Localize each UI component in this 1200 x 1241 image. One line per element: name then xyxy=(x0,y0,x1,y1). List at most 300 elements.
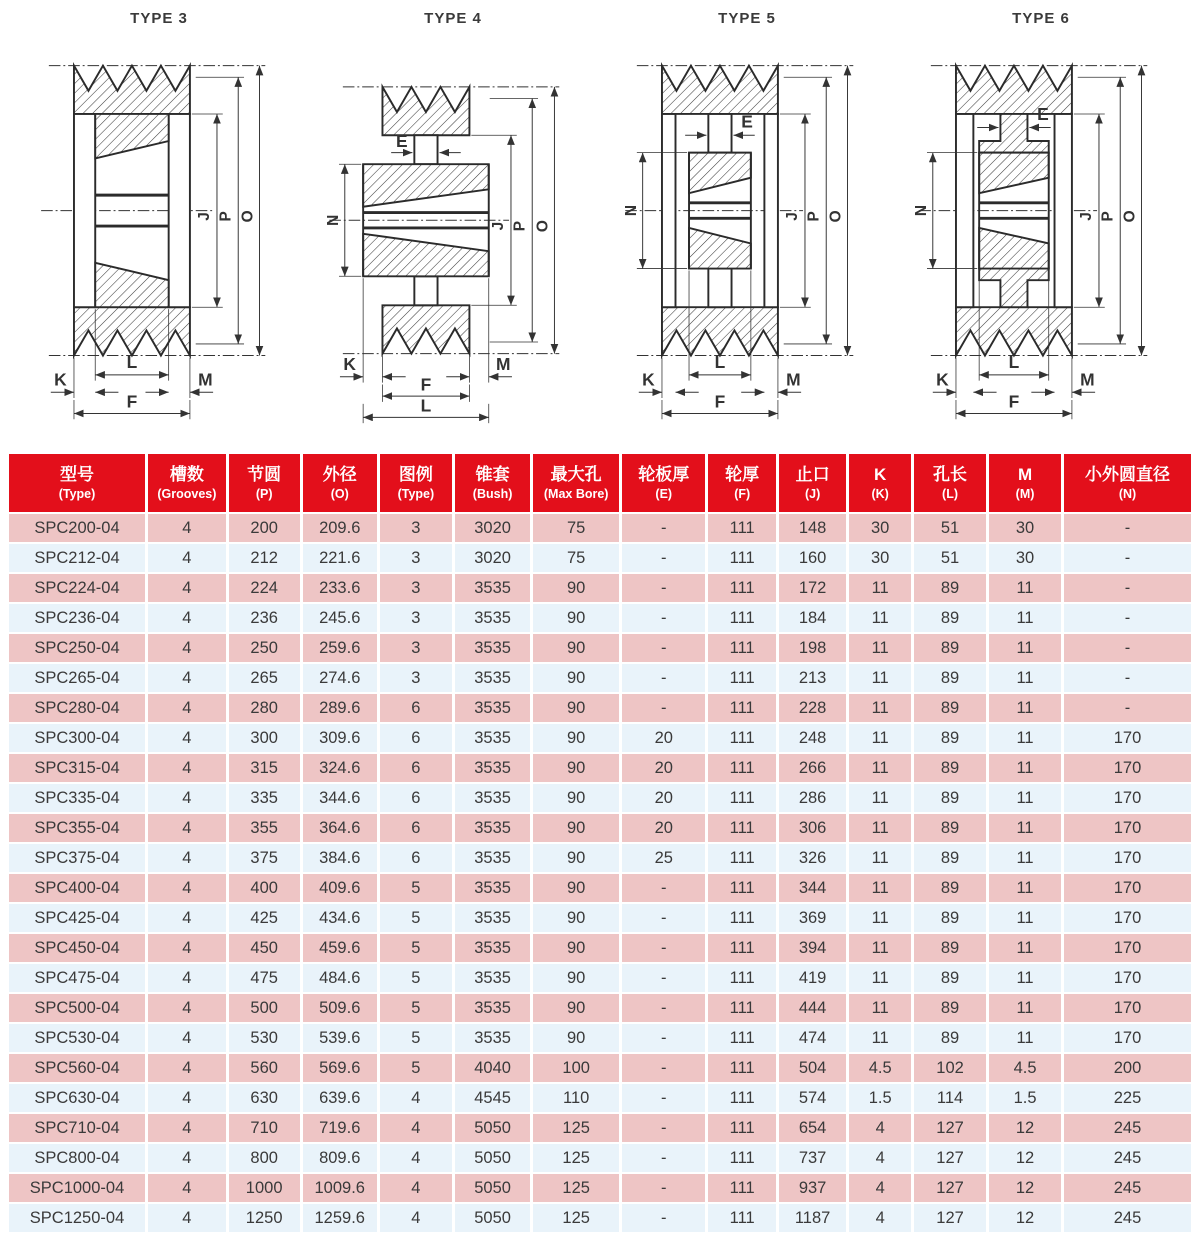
table-cell: 90 xyxy=(533,874,619,902)
table-cell: 111 xyxy=(708,1114,775,1142)
table-cell: 5 xyxy=(380,874,452,902)
table-cell: 30 xyxy=(989,544,1061,572)
dim-label-m: M xyxy=(496,354,511,375)
dim-label-f: F xyxy=(126,391,138,412)
table-cell: 170 xyxy=(1064,784,1191,812)
table-cell: 170 xyxy=(1064,874,1191,902)
table-cell: 212 xyxy=(229,544,300,572)
table-cell: 90 xyxy=(533,694,619,722)
table-cell: 224 xyxy=(229,574,300,602)
table-cell: 419 xyxy=(779,964,846,992)
table-row xyxy=(9,844,1191,872)
table-cell: 737 xyxy=(779,1144,846,1172)
table-cell: 236 xyxy=(229,604,300,632)
pulley-drawing-type-6 xyxy=(898,27,1184,428)
table-row xyxy=(9,634,1191,662)
dim-label-f: F xyxy=(420,374,432,395)
dim-label-j: J xyxy=(196,212,214,221)
table-cell: 11 xyxy=(849,604,911,632)
table-cell: 630 xyxy=(229,1084,300,1112)
table-cell: 111 xyxy=(708,724,775,752)
table-cell: 3535 xyxy=(455,694,530,722)
table-cell: 12 xyxy=(989,1144,1061,1172)
table-cell: 504 xyxy=(779,1054,846,1082)
table-cell: 5050 xyxy=(455,1174,530,1202)
table-cell: 11 xyxy=(989,964,1061,992)
table-cell: SPC300-04 xyxy=(9,724,145,752)
table-cell: 114 xyxy=(914,1084,986,1112)
pulley-drawing-type-5 xyxy=(604,27,890,428)
table-cell: SPC250-04 xyxy=(9,634,145,662)
column-header-4: 图例 (Type) xyxy=(380,454,452,512)
table-cell: 11 xyxy=(989,694,1061,722)
table-cell: SPC475-04 xyxy=(9,964,145,992)
table-row xyxy=(9,664,1191,692)
table-cell: - xyxy=(622,994,705,1022)
table-cell: 3535 xyxy=(455,754,530,782)
table-cell: 344 xyxy=(779,874,846,902)
table-cell: 170 xyxy=(1064,814,1191,842)
table-cell: SPC450-04 xyxy=(9,934,145,962)
table-cell: 4 xyxy=(148,694,226,722)
table-cell: 4 xyxy=(380,1084,452,1112)
diagram-title: TYPE 3 xyxy=(130,10,188,27)
table-cell: 111 xyxy=(708,904,775,932)
table-cell: 11 xyxy=(849,844,911,872)
table-cell: 11 xyxy=(849,784,911,812)
table-row xyxy=(9,604,1191,632)
table-cell: 4 xyxy=(380,1204,452,1232)
table-cell: 5050 xyxy=(455,1114,530,1142)
table-row xyxy=(9,1024,1191,1052)
table-cell: 90 xyxy=(533,844,619,872)
table-row xyxy=(9,904,1191,932)
table-cell: SPC560-04 xyxy=(9,1054,145,1082)
table-cell: 3020 xyxy=(455,544,530,572)
diagram-type-4 xyxy=(310,4,596,450)
table-row xyxy=(9,874,1191,902)
table-cell: 274.6 xyxy=(303,664,377,692)
table-cell: 1009.6 xyxy=(303,1174,377,1202)
table-cell: 170 xyxy=(1064,1024,1191,1052)
table-cell: 259.6 xyxy=(303,634,377,662)
table-cell: 170 xyxy=(1064,844,1191,872)
table-cell: 111 xyxy=(708,694,775,722)
table-cell: 127 xyxy=(914,1174,986,1202)
table-cell: 1000 xyxy=(229,1174,300,1202)
table-cell: - xyxy=(622,544,705,572)
table-cell: 4.5 xyxy=(849,1054,911,1082)
table-cell: 3535 xyxy=(455,874,530,902)
table-cell: 11 xyxy=(989,664,1061,692)
table-cell: 560 xyxy=(229,1054,300,1082)
table-cell: SPC1250-04 xyxy=(9,1204,145,1232)
table-cell: 11 xyxy=(849,694,911,722)
table-cell: - xyxy=(622,514,705,542)
table-cell: 4 xyxy=(148,964,226,992)
table-cell: 89 xyxy=(914,634,986,662)
table-cell: 639.6 xyxy=(303,1084,377,1112)
diagram-title: TYPE 5 xyxy=(718,10,776,27)
table-cell: 4545 xyxy=(455,1084,530,1112)
table-cell: - xyxy=(622,1024,705,1052)
column-header-13: 小外圆直径 (N) xyxy=(1064,454,1191,512)
pulley-drawing-type-3 xyxy=(16,27,302,428)
table-cell: 11 xyxy=(849,874,911,902)
table-cell: - xyxy=(1064,544,1191,572)
dim-label-k: K xyxy=(54,369,67,390)
table-cell: - xyxy=(622,1114,705,1142)
table-cell: 170 xyxy=(1064,724,1191,752)
column-header-8: 轮厚 (F) xyxy=(708,454,775,512)
dim-label-k: K xyxy=(343,354,356,375)
table-cell: 3 xyxy=(380,544,452,572)
table-cell: 11 xyxy=(849,964,911,992)
table-cell: 11 xyxy=(849,1024,911,1052)
table-cell: 11 xyxy=(849,904,911,932)
table-cell: 20 xyxy=(622,724,705,752)
table-cell: 170 xyxy=(1064,964,1191,992)
table-cell: 4 xyxy=(148,544,226,572)
table-row xyxy=(9,964,1191,992)
table-cell: 266 xyxy=(779,754,846,782)
table-cell: 309.6 xyxy=(303,724,377,752)
table-row xyxy=(9,724,1191,752)
table-cell: 569.6 xyxy=(303,1054,377,1082)
table-cell: 4 xyxy=(849,1174,911,1202)
table-cell: SPC265-04 xyxy=(9,664,145,692)
table-row xyxy=(9,934,1191,962)
table-cell: 6 xyxy=(380,694,452,722)
table-row xyxy=(9,694,1191,722)
spec-table xyxy=(6,452,1194,1234)
table-cell: 384.6 xyxy=(303,844,377,872)
table-cell: SPC1000-04 xyxy=(9,1174,145,1202)
table-cell: 394 xyxy=(779,934,846,962)
table-cell: 111 xyxy=(708,934,775,962)
table-cell: 89 xyxy=(914,724,986,752)
table-cell: - xyxy=(622,1054,705,1082)
table-cell: 250 xyxy=(229,634,300,662)
table-cell: 51 xyxy=(914,514,986,542)
table-cell: 5050 xyxy=(455,1144,530,1172)
table-cell: 90 xyxy=(533,1024,619,1052)
table-cell: 3535 xyxy=(455,1024,530,1052)
table-cell: 233.6 xyxy=(303,574,377,602)
table-cell: 89 xyxy=(914,664,986,692)
table-cell: 89 xyxy=(914,754,986,782)
table-cell: 184 xyxy=(779,604,846,632)
table-cell: 324.6 xyxy=(303,754,377,782)
table-cell: 710 xyxy=(229,1114,300,1142)
table-cell: 4 xyxy=(380,1114,452,1142)
table-cell: 4 xyxy=(849,1114,911,1142)
column-header-9: 止口 (J) xyxy=(779,454,846,512)
table-cell: 90 xyxy=(533,814,619,842)
table-cell: 4 xyxy=(148,724,226,752)
table-cell: 245 xyxy=(1064,1144,1191,1172)
diagram-type-5 xyxy=(604,4,890,450)
table-cell: 4 xyxy=(148,1204,226,1232)
table-cell: SPC355-04 xyxy=(9,814,145,842)
table-cell: 11 xyxy=(849,664,911,692)
table-cell: 245 xyxy=(1064,1204,1191,1232)
dim-label-n: N xyxy=(913,205,931,217)
diagram-type-6 xyxy=(898,4,1184,450)
table-cell: 937 xyxy=(779,1174,846,1202)
table-cell: 11 xyxy=(989,994,1061,1022)
table-cell: 4 xyxy=(849,1144,911,1172)
table-cell: - xyxy=(1064,604,1191,632)
table-cell: 1.5 xyxy=(849,1084,911,1112)
table-cell: 574 xyxy=(779,1084,846,1112)
table-cell: 221.6 xyxy=(303,544,377,572)
table-cell: 459.6 xyxy=(303,934,377,962)
table-cell: 474 xyxy=(779,1024,846,1052)
table-cell: 3535 xyxy=(455,634,530,662)
table-cell: 125 xyxy=(533,1204,619,1232)
table-cell: 4 xyxy=(148,634,226,662)
table-cell: 12 xyxy=(989,1114,1061,1142)
table-cell: 4 xyxy=(148,1084,226,1112)
dim-label-m: M xyxy=(786,369,801,390)
table-cell: 3535 xyxy=(455,844,530,872)
table-row xyxy=(9,784,1191,812)
table-cell: - xyxy=(1064,694,1191,722)
table-cell: 4 xyxy=(148,904,226,932)
table-cell: - xyxy=(622,604,705,632)
table-cell: 4 xyxy=(148,844,226,872)
table-cell: 5 xyxy=(380,934,452,962)
table-cell: 265 xyxy=(229,664,300,692)
dim-label-j: J xyxy=(1078,212,1096,221)
table-cell: 20 xyxy=(622,814,705,842)
table-cell: 11 xyxy=(989,724,1061,752)
column-header-10: K (K) xyxy=(849,454,911,512)
table-cell: 111 xyxy=(708,1174,775,1202)
table-cell: 11 xyxy=(849,574,911,602)
table-cell: 111 xyxy=(708,634,775,662)
dim-label-f: F xyxy=(714,391,726,412)
table-cell: 300 xyxy=(229,724,300,752)
dim-label-p: P xyxy=(1099,211,1117,222)
table-cell: 6 xyxy=(380,784,452,812)
table-cell: 3535 xyxy=(455,934,530,962)
table-cell: 4 xyxy=(148,814,226,842)
table-cell: 228 xyxy=(779,694,846,722)
dim-label-p: P xyxy=(217,211,235,222)
table-cell: 3535 xyxy=(455,604,530,632)
table-cell: 20 xyxy=(622,754,705,782)
dim-label-n: N xyxy=(325,214,343,226)
table-cell: 111 xyxy=(708,574,775,602)
diagram-section xyxy=(0,0,1200,450)
table-cell: 3 xyxy=(380,514,452,542)
table-cell: 170 xyxy=(1064,934,1191,962)
table-cell: 3 xyxy=(380,604,452,632)
dim-label-j: J xyxy=(784,212,802,221)
table-cell: 11 xyxy=(989,904,1061,932)
table-cell: 11 xyxy=(989,754,1061,782)
table-cell: 1.5 xyxy=(989,1084,1061,1112)
diagram-title: TYPE 4 xyxy=(424,10,482,27)
table-cell: 4 xyxy=(148,1144,226,1172)
table-cell: 3 xyxy=(380,664,452,692)
table-cell: 286 xyxy=(779,784,846,812)
table-cell: SPC375-04 xyxy=(9,844,145,872)
column-header-3: 外径 (O) xyxy=(303,454,377,512)
table-cell: 102 xyxy=(914,1054,986,1082)
table-cell: 315 xyxy=(229,754,300,782)
table-cell: 4 xyxy=(148,754,226,782)
table-cell: 444 xyxy=(779,994,846,1022)
table-cell: 375 xyxy=(229,844,300,872)
table-cell: 127 xyxy=(914,1114,986,1142)
table-cell: 5050 xyxy=(455,1204,530,1232)
table-cell: 3535 xyxy=(455,814,530,842)
table-cell: 25 xyxy=(622,844,705,872)
table-cell: 11 xyxy=(989,934,1061,962)
table-cell: SPC200-04 xyxy=(9,514,145,542)
table-cell: 3535 xyxy=(455,904,530,932)
dim-label-n: N xyxy=(622,205,640,217)
table-cell: 89 xyxy=(914,934,986,962)
table-cell: 530 xyxy=(229,1024,300,1052)
table-cell: SPC425-04 xyxy=(9,904,145,932)
table-cell: 111 xyxy=(708,1204,775,1232)
table-cell: 4 xyxy=(148,1024,226,1052)
table-row xyxy=(9,1084,1191,1112)
table-cell: 90 xyxy=(533,904,619,932)
table-cell: 6 xyxy=(380,724,452,752)
table-cell: 4 xyxy=(148,784,226,812)
table-cell: SPC800-04 xyxy=(9,1144,145,1172)
table-cell: - xyxy=(1064,634,1191,662)
table-cell: 450 xyxy=(229,934,300,962)
table-cell: 90 xyxy=(533,664,619,692)
table-cell: 200 xyxy=(1064,1054,1191,1082)
table-cell: 110 xyxy=(533,1084,619,1112)
table-cell: SPC400-04 xyxy=(9,874,145,902)
table-cell: SPC530-04 xyxy=(9,1024,145,1052)
table-cell: 4 xyxy=(849,1204,911,1232)
table-cell: 800 xyxy=(229,1144,300,1172)
table-cell: 509.6 xyxy=(303,994,377,1022)
table-cell: 248 xyxy=(779,724,846,752)
dim-label-l: L xyxy=(1008,352,1020,373)
table-cell: 11 xyxy=(849,634,911,662)
table-row xyxy=(9,544,1191,572)
table-cell: 280 xyxy=(229,694,300,722)
table-cell: 111 xyxy=(708,1084,775,1112)
diagram-type-3 xyxy=(16,4,302,450)
table-header-row xyxy=(9,454,1191,512)
table-cell: 11 xyxy=(849,934,911,962)
table-cell: - xyxy=(622,964,705,992)
table-cell: 90 xyxy=(533,724,619,752)
table-cell: 75 xyxy=(533,544,619,572)
table-cell: 11 xyxy=(849,994,911,1022)
table-cell: 400 xyxy=(229,874,300,902)
table-cell: 111 xyxy=(708,844,775,872)
table-cell: 125 xyxy=(533,1114,619,1142)
table-cell: 484.6 xyxy=(303,964,377,992)
table-cell: 3535 xyxy=(455,784,530,812)
table-cell: 539.6 xyxy=(303,1024,377,1052)
table-cell: 425 xyxy=(229,904,300,932)
table-cell: 89 xyxy=(914,574,986,602)
table-cell: 75 xyxy=(533,514,619,542)
table-cell: - xyxy=(622,1144,705,1172)
table-cell: 111 xyxy=(708,1144,775,1172)
table-cell: 89 xyxy=(914,874,986,902)
table-cell: 4 xyxy=(148,514,226,542)
table-row xyxy=(9,514,1191,542)
table-cell: 100 xyxy=(533,1054,619,1082)
table-cell: 51 xyxy=(914,544,986,572)
table-cell: - xyxy=(622,664,705,692)
table-cell: 4 xyxy=(380,1144,452,1172)
table-cell: 369 xyxy=(779,904,846,932)
table-cell: - xyxy=(622,1204,705,1232)
table-cell: 20 xyxy=(622,784,705,812)
dim-label-o: O xyxy=(1121,210,1139,223)
dim-label-l: L xyxy=(420,395,432,416)
table-cell: 127 xyxy=(914,1144,986,1172)
column-header-2: 节圆 (P) xyxy=(229,454,300,512)
table-cell: 89 xyxy=(914,844,986,872)
table-cell: - xyxy=(622,574,705,602)
table-cell: 364.6 xyxy=(303,814,377,842)
table-cell: - xyxy=(622,694,705,722)
table-row xyxy=(9,754,1191,782)
table-cell: - xyxy=(1064,514,1191,542)
table-cell: 4 xyxy=(148,664,226,692)
table-cell: 3535 xyxy=(455,664,530,692)
column-header-12: M (M) xyxy=(989,454,1061,512)
table-cell: 90 xyxy=(533,934,619,962)
table-row xyxy=(9,1054,1191,1082)
table-row xyxy=(9,1174,1191,1202)
table-cell: 90 xyxy=(533,964,619,992)
table-row xyxy=(9,574,1191,602)
table-cell: 245 xyxy=(1064,1114,1191,1142)
table-cell: SPC710-04 xyxy=(9,1114,145,1142)
table-cell: 89 xyxy=(914,784,986,812)
table-cell: 6 xyxy=(380,814,452,842)
table-cell: 160 xyxy=(779,544,846,572)
table-cell: 719.6 xyxy=(303,1114,377,1142)
table-cell: 654 xyxy=(779,1114,846,1142)
dim-label-l: L xyxy=(126,352,138,373)
table-cell: 170 xyxy=(1064,904,1191,932)
dim-label-e: E xyxy=(1037,103,1049,124)
table-cell: 111 xyxy=(708,514,775,542)
dim-label-p: P xyxy=(511,220,529,232)
dim-label-e: E xyxy=(395,130,408,151)
table-cell: 500 xyxy=(229,994,300,1022)
table-cell: 11 xyxy=(849,754,911,782)
table-cell: 4 xyxy=(148,1114,226,1142)
table-cell: 111 xyxy=(708,754,775,782)
table-cell: 11 xyxy=(989,784,1061,812)
table-cell: 11 xyxy=(989,634,1061,662)
table-cell: 11 xyxy=(849,814,911,842)
table-cell: - xyxy=(1064,664,1191,692)
table-cell: 200 xyxy=(229,514,300,542)
table-cell: SPC280-04 xyxy=(9,694,145,722)
table-cell: 1187 xyxy=(779,1204,846,1232)
